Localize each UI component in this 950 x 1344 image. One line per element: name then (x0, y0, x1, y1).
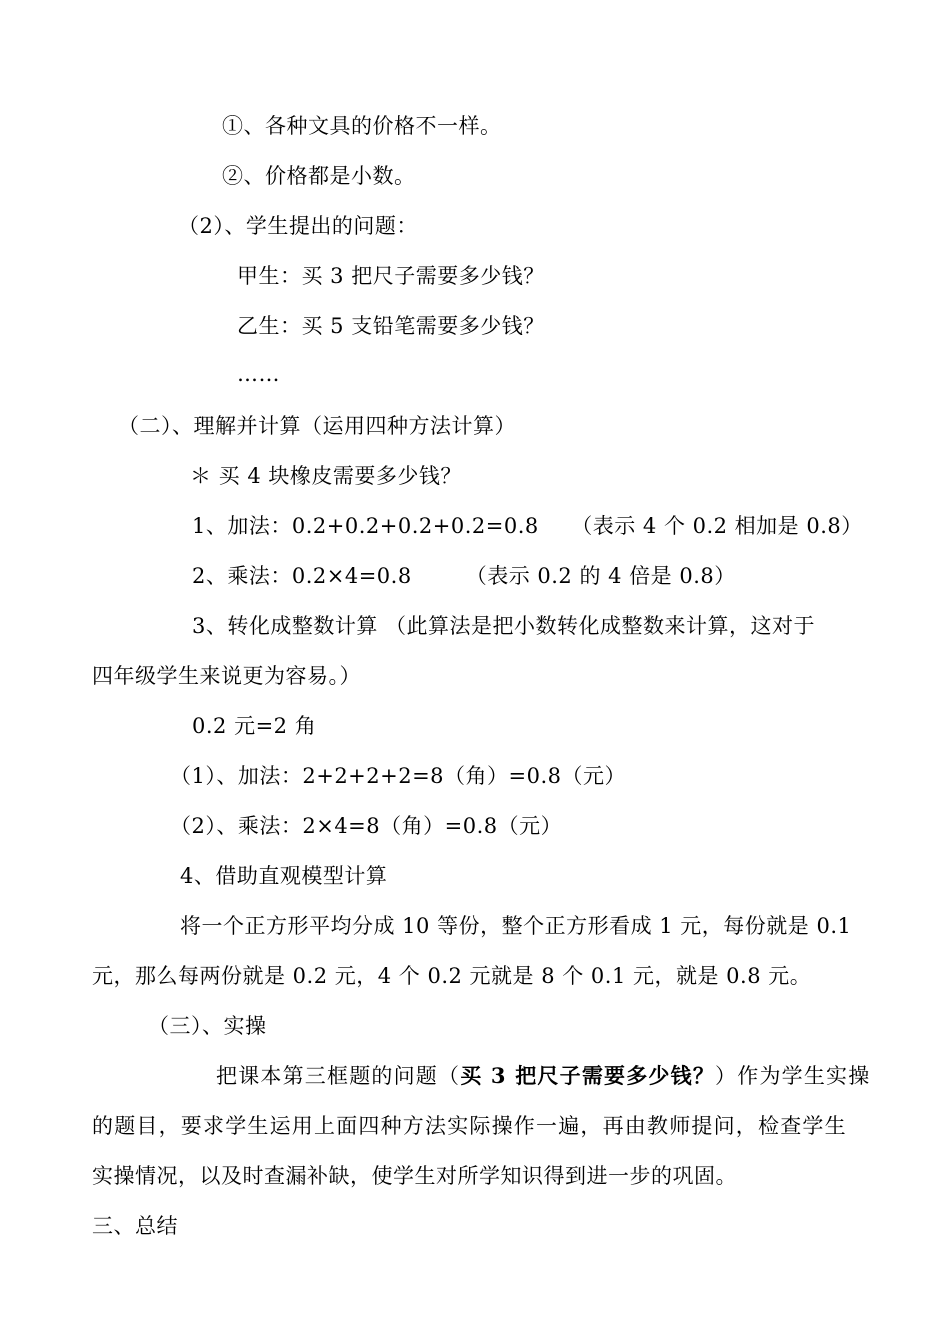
text-line: 3、转化成整数计算 （此算法是把小数转化成整数来计算，这对于 (192, 614, 816, 638)
section-heading: （二）、理解并计算（运用四种方法计算） (118, 414, 516, 438)
text-segment: ）作为学生实操 (715, 1064, 871, 1088)
bold-question: 买 3 把尺子需要多少钱？ (460, 1063, 716, 1088)
text-line: ②、价格都是小数。 (222, 164, 416, 188)
text-line: 实操情况，以及时查漏补缺，使学生对所学知识得到进一步的巩固。 (92, 1164, 737, 1188)
text-line: （2）、学生提出的问题： (178, 214, 418, 238)
section-heading: 三、总结 (92, 1214, 178, 1238)
text-line: 的题目，要求学生运用上面四种方法实际操作一遍，再由教师提问，检查学生 (92, 1114, 847, 1138)
text-line: 1、加法：0.2+0.2+0.2+0.2=0.8 （表示 4 个 0.2 相加是 0.8） (192, 514, 863, 538)
text-line: 乙生：买 5 支铅笔需要多少钱？ (237, 314, 545, 338)
text-line: ＊ 买 4 块橡皮需要多少钱？ (190, 464, 462, 488)
text-line: 甲生：买 3 把尺子需要多少钱？ (237, 264, 545, 288)
text-line: 0.2 元=2 角 (192, 714, 317, 738)
text-line: 四年级学生来说更为容易。） (92, 664, 361, 688)
text-line: 将一个正方形平均分成 10 等份，整个正方形看成 1 元，每份就是 0.1 (180, 914, 852, 938)
text-line (216, 1062, 870, 1090)
text-line: 4、借助直观模型计算 (180, 864, 388, 888)
text-line: …… (237, 362, 280, 386)
text-line: （2）、乘法：2×4=8（角）=0.8（元） (170, 814, 563, 838)
text-segment: 把课本第三框题的问题（ (216, 1064, 461, 1088)
text-line: （1）、加法：2+2+2+2=8（角）=0.8（元） (170, 764, 627, 788)
text-line: ①、各种文具的价格不一样。 (222, 114, 502, 138)
section-heading: （三）、实操 (148, 1014, 267, 1038)
text-line: 元，那么每两份就是 0.2 元，4 个 0.2 元就是 8 个 0.1 元，就是 0.8 元。 (92, 964, 812, 988)
text-line: 2、乘法：0.2×4=0.8 （表示 0.2 的 4 倍是 0.8） (192, 564, 736, 588)
